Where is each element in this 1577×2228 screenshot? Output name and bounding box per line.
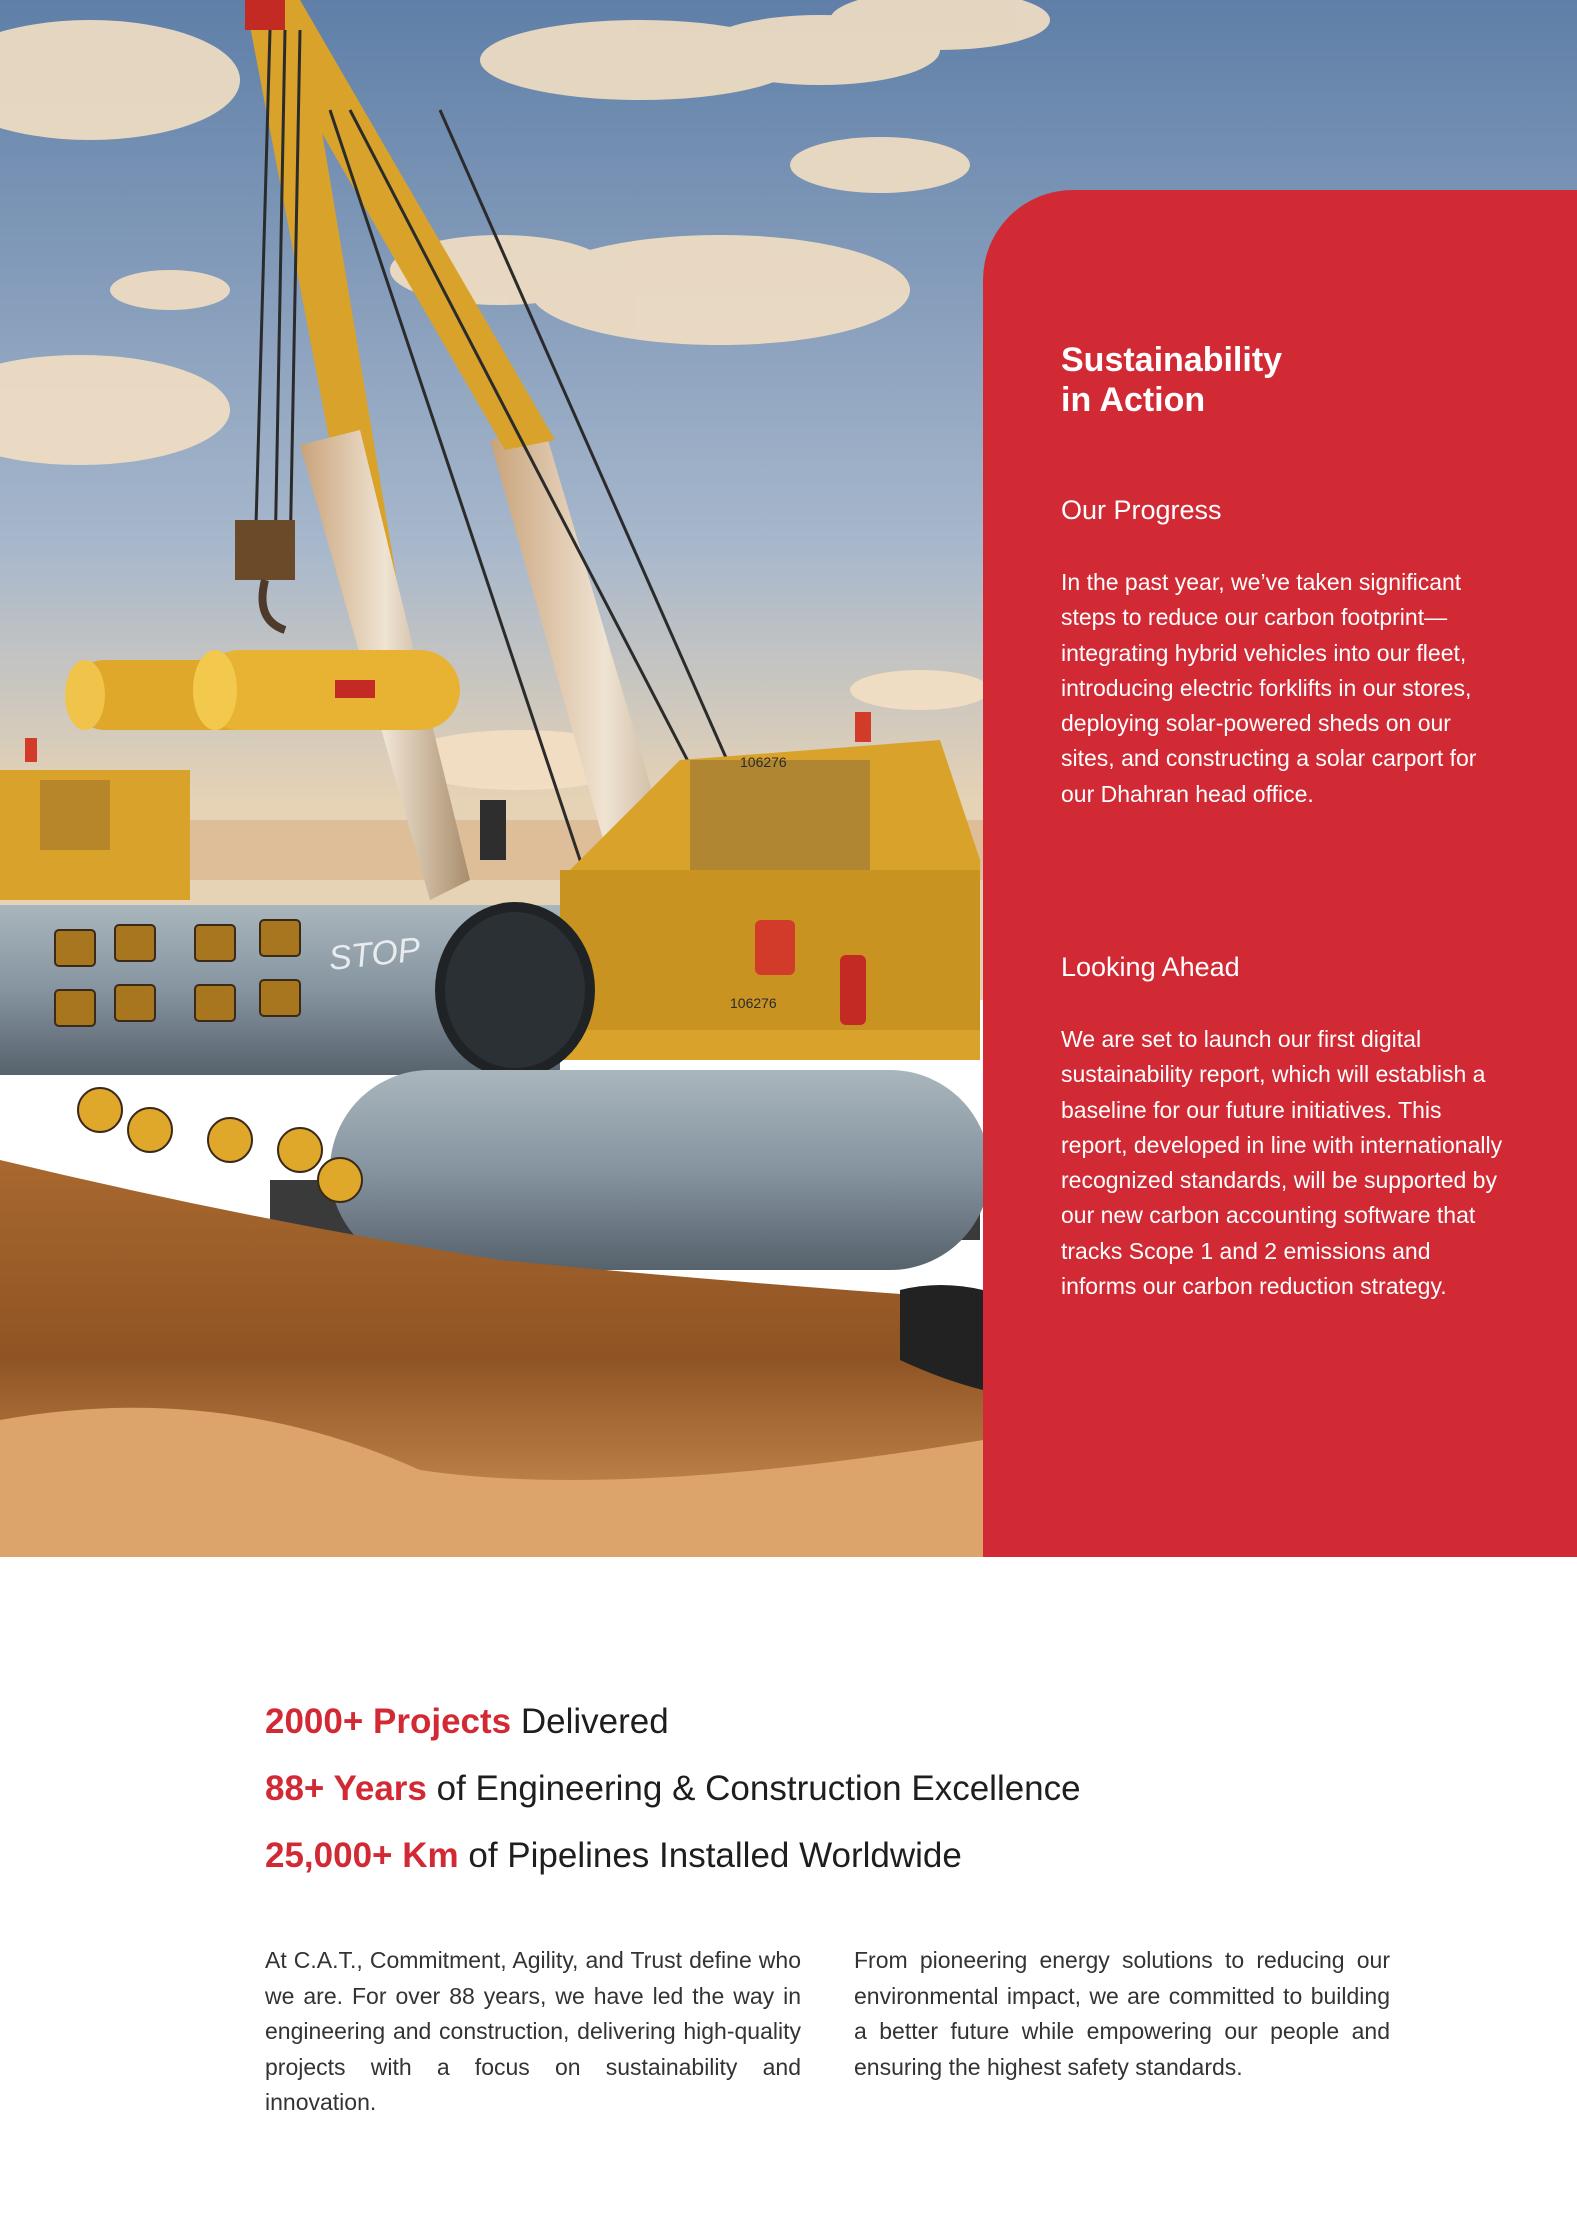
stat-highlight: 2000+ Projects: [265, 1702, 512, 1741]
section-body-looking-ahead: We are set to launch our first digital sustainability report, which will establish a baseline for our future initiatives. This report, developed in line with internationally recognized standards, will be supported by our new carbon accounting software that tracks Scope 1 and 2 emissions and informs our carbon reduction strategy.: [1061, 1026, 1503, 1300]
intro-column-right: From pioneering energy solutions to reducing our environmental impact, we are committed to building a better future while empowering our people and ensuring the highest safety standards.: [854, 1947, 1390, 2080]
intro-column-left: At C.A.T., Commitment, Agility, and Trust define who we are. For over 88 years, we have led the way in engineering and construction, delivering high-quality projects with a focus on sustainability and innovation.: [265, 1947, 801, 2115]
panel-title: Sustainability in Action: [1061, 341, 1283, 419]
stat-pipelines: [265, 1822, 1415, 1889]
stat-text: of Engineering & Construction Excellence: [426, 1769, 1081, 1808]
stat-text: Delivered: [511, 1702, 669, 1741]
section-heading-our-progress: Our Progress: [1061, 495, 1222, 525]
pipe-label: STOP: [326, 930, 423, 978]
section-heading-looking-ahead: Looking Ahead: [1061, 952, 1240, 982]
stat-highlight: 88+ Years: [265, 1769, 427, 1808]
sustainability-panel: [983, 190, 1577, 1557]
vehicle-number-top: 106276: [740, 754, 787, 770]
vehicle-number-bottom: 106276: [730, 995, 777, 1011]
stat-highlight: 25,000+ Km: [265, 1836, 459, 1875]
stats-list: [265, 1688, 1415, 1889]
stat-years: [265, 1755, 1415, 1822]
lifting-beam: [65, 650, 460, 730]
section-body-our-progress: In the past year, we’ve taken significant steps to reduce our carbon footprint—integrating hybrid vehicles into our fleet, introducing electric forklifts in our stores, deploying solar-powered sheds on our sites, and constructing a solar carport for our Dhahran head office.: [1061, 569, 1477, 807]
stat-projects: [265, 1688, 1415, 1755]
stat-text: of Pipelines Installed Worldwide: [458, 1836, 962, 1875]
